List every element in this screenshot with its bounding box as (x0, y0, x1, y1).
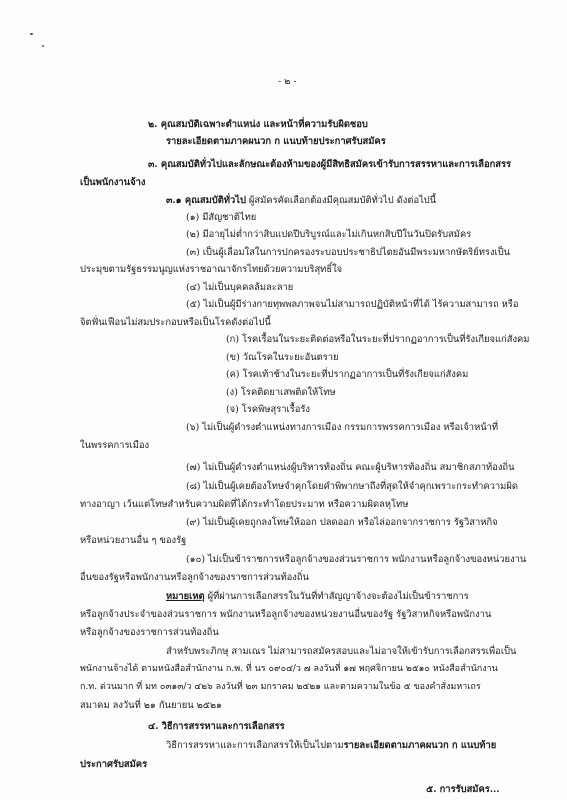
item-6: (๖) ไม่เป็นผู้ดำรงตำแหน่งทางการเมือง กรรมการพรรคการเมือง หรือเจ้าหน้าที่ (186, 422, 499, 433)
section-4-annex-ref: รายละเอียดตามภาคผนวก ก แนบท้าย (343, 740, 497, 751)
item-5: (๕) ไม่เป็นผู้มีร่างกายทุพพลภาพจนไม่สามารถปฏิบัติหน้าที่ได้ ไร้ความสามารถ หรือ (186, 299, 519, 310)
disease-b: (ข) วัณโรคในระยะอันตราย (226, 352, 339, 363)
note-label: หมายเหตุ (166, 591, 205, 602)
note-line-2: หรือลูกจ้างประจำของส่วนราชการ พนักงานหรือลูกจ้างของหน่วยงานอื่นของรัฐ รัฐวิสาหกิจหรือพนักงาน (80, 609, 492, 620)
monk-paragraph-2: พนักงานจ้างได้ ตามหนังสือสำนักงาน ก.พ. ที่ นร ๐๙๐๔/ว ๗ ลงวันที่ ๑๗ พฤศจิกายน ๒๕๑๐ หนังสือสำนักงาน (80, 664, 498, 674)
monk-paragraph-1: สำหรับพระภิกษุ สามเณร ไม่สามารถสมัครสอบและไม่อาจให้เข้ารับการเลือกสรรเพื่อเป็น (166, 646, 517, 657)
item-10: (๑๐) ไม่เป็นข้าราชการหรือลูกจ้างของส่วนราชการ พนักงานหรือลูกจ้างของหน่วยงาน (186, 554, 527, 565)
section-4-line-1 (166, 741, 496, 750)
subsection-3-1-label: ๓.๑ คุณสมบัติทั่วไป (166, 195, 246, 206)
item-8: (๘) ไม่เป็นผู้เคยต้องโทษจำคุกโดยคำพิพากษาถึงที่สุดให้จำคุกเพราะกระทำความผิด (186, 481, 518, 492)
disease-e: (จ) โรคพิษสุราเรื้อรัง (226, 404, 310, 415)
scan-speck (30, 33, 33, 35)
scan-speck (42, 45, 44, 47)
section-2-subtitle: รายละเอียดตามภาคผนวก ก แนบท้ายประกาศรับสมัคร (166, 136, 386, 147)
monk-paragraph-3: ก.ท. ด่วนมาก ที่ มท ๐๓๑๓/ว ๔๒๖ ลงวันที่ ๒๓ มกราคม ๒๕๒๑ และตามความในข้อ ๕ ของคำสั่งมหาเถร (80, 682, 481, 692)
monk-paragraph-4: สมาคม ลงวันที่ ๒๑ กันยายน ๒๕๒๑ (80, 700, 222, 711)
item-3-cont: ประมุขตามรัฐธรรมนูญแห่งราชอาณาจักรไทยด้วยความบริสุทธิ์ใจ (80, 264, 343, 275)
section-4-heading: ๔. วิธีการสรรหาและการเลือกสรร (148, 721, 285, 732)
disease-c: (ค) โรคเท้าช้างในระยะที่ปรากฏอาการเป็นที่รังเกียจแก่สังคม (226, 369, 469, 380)
section-3-heading: ๓. คุณสมบัติทั่วไปและลักษณะต้องห้ามของผู้มีสิทธิสมัครเข้ารับการสรรหาและการเลือกสรร (148, 159, 512, 170)
subsection-3-1 (166, 196, 436, 205)
note-text: ผู้ที่ผ่านการเลือกสรรในวันที่ทำสัญญาจ้างจะต้องไม่เป็นข้าราชการ (207, 591, 469, 602)
item-1: (๑) มีสัญชาติไทย (186, 212, 257, 223)
subsection-3-1-text: ผู้สมัครคัดเลือกต้องมีคุณสมบัติทั่วไป ดังต่อไปนี้ (248, 195, 437, 206)
section-2-heading: ๒. คุณสมบัติเฉพาะตำแหน่ง และหน้าที่ความรับผิดชอบ (148, 119, 368, 130)
item-9: (๙) ไม่เป็นผู้เคยถูกลงโทษให้ออก ปลดออก หรือไล่ออกจากราชการ รัฐวิสาหกิจ (186, 517, 498, 528)
item-9-cont: หรือหน่วยงานอื่น ๆ ของรัฐ (80, 535, 187, 546)
section-3-heading-cont: เป็นพนักงานจ้าง (80, 177, 146, 188)
item-3: (๓) เป็นผู้เลื่อมใสในการปกครองระบอบประชาธิปไตยอันมีพระมหากษัตริย์ทรงเป็น (186, 247, 511, 258)
disease-d: (ง) โรคติดยาเสพติดให้โทษ (226, 387, 336, 398)
note-line-1 (166, 592, 469, 601)
section-4-text: วิธีการสรรหาและการเลือกสรรให้เป็นไปตาม (166, 740, 344, 751)
disease-a: (ก) โรคเรื้อนในระยะติดต่อหรือในระยะที่ปรากฏอาการเป็นที่รังเกียจแก่สังคม (226, 334, 530, 345)
item-7: (๗) ไม่เป็นผู้ดำรงตำแหน่งผู้บริหารท้องถิ่น คณะผู้บริหารท้องถิ่น สมาชิกสภาท้องถิ่น (186, 462, 515, 473)
item-8-cont: ทางอาญา เว้นแต่โทษสำหรับความผิดที่ได้กระทำโดยประมาท หรือความผิดลหุโทษ (80, 499, 409, 510)
page-number: - ๒ - (278, 76, 297, 87)
item-4: (๔) ไม่เป็นบุคคลล้มละลาย (186, 282, 294, 293)
item-5-cont: จิตฟั่นเฟือนไม่สมประกอบหรือเป็นโรคดังต่อไปนี้ (80, 317, 271, 328)
section-4-line-2: ประกาศรับสมัคร (80, 759, 148, 770)
item-10-cont: อื่นของรัฐหรือพนักงานหรือลูกจ้างของราชการส่วนท้องถิ่น (80, 572, 309, 583)
item-6-cont: ในพรรคการเมือง (80, 440, 150, 451)
note-line-3: หรือลูกจ้างของราชการส่วนท้องถิ่น (80, 627, 219, 638)
next-section-continuation: ๕. การรับสมัคร... (426, 784, 500, 795)
item-2: (๒) มีอายุไม่ต่ำกว่าสิบแปดปีบริบูรณ์และไม่เกินหกสิบปีในวันปิดรับสมัคร (186, 229, 472, 240)
